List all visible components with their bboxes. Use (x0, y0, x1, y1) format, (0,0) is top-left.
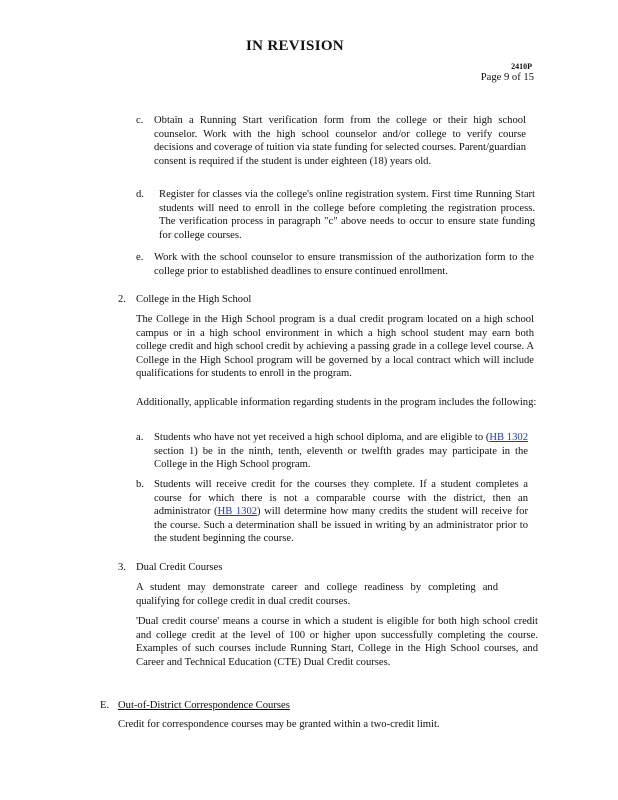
section-3-paragraph-1: A student may demonstrate career and college readiness by completing and qualifying for college credit in dual credit courses. (136, 582, 498, 607)
page-number: Page 9 of 15 (480, 72, 534, 83)
list-item-2a-text-after: section 1) be in the ninth, tenth, eleventh or twelfth grades may participate in the College in the High School program. (154, 445, 528, 471)
list-marker-c: c. (136, 115, 144, 126)
list-marker-e: e. (136, 252, 144, 263)
section-e-heading: Out-of-District Correspondence Courses (118, 700, 290, 711)
list-item-2a-text-before: Students who have not yet received a high school diploma, and are eligible to ( (154, 432, 490, 443)
list-marker-2b: b. (136, 479, 144, 490)
list-item-2b-text-before: Students will receive credit for the courses they complete. If a student completes a course for which there is not a comparable course with the district, then an administrator ( (154, 479, 528, 518)
section-3-heading: Dual Credit Courses (136, 562, 223, 573)
section-3-paragraph-2: 'Dual credit course' means a course in which a student is eligible for both high school credit and college credit at the level of 100 or higher upon successfully completing the course. Examples of such courses include Running Start, College in the High School courses, and Career and Technical Education (CTE) Dual Credit courses. (136, 616, 538, 668)
list-item-2b-text (154, 478, 528, 546)
section-2-heading: College in the High School (136, 294, 252, 305)
list-item-d-text: Register for classes via the college's online registration system. First time Running Start students will need to enroll in the college before completing the registration process. The verification process in paragraph "c" above needs to occur to ensure state funding for college courses. (159, 189, 535, 241)
section-2-paragraph-2: Additionally, applicable information regarding students in the program includes the following: (136, 397, 537, 408)
hb-1302-link-2[interactable]: HB 1302 (217, 506, 258, 518)
policy-code: 2410P (511, 62, 532, 71)
list-marker-2a: a. (136, 432, 144, 443)
list-item-2a-text (154, 431, 528, 472)
section-e-paragraph: Credit for correspondence courses may be granted within a two-credit limit. (118, 719, 440, 730)
list-item-c-text: Obtain a Running Start verification form from the college or their high school counselor. Work with the high school counselor and/or college to verify course decisions and coverage of tuition via state funding for selected courses. Parent/guardian consent is required if the student is under eighteen (18) years old. (154, 115, 526, 167)
section-e-marker: E. (100, 700, 110, 711)
section-3-marker: 3. (118, 562, 126, 573)
list-item-e-text: Work with the school counselor to ensure transmission of the authorization form to the college prior to established deadlines to ensure continued enrollment. (154, 252, 534, 277)
hb-1302-link[interactable]: HB 1302 (489, 432, 528, 443)
page-title: IN REVISION (246, 38, 344, 54)
section-2-paragraph-1: The College in the High School program is a dual credit program located on a high school campus or in a high school environment in which a high school student may earn both college credit and high school credit by achieving a passing grade in a college level course. A College in the High School program will be governed by a local contract which will include qualifications for students to enroll in the program. (136, 314, 534, 380)
list-item-2b-text-after: ) will determine how many credits the student will receive for the course. Such a determination shall be issued in writing by an administrator prior to the student beginning the course. (154, 506, 528, 545)
list-marker-d: d. (136, 189, 144, 200)
section-2-marker: 2. (118, 294, 126, 305)
